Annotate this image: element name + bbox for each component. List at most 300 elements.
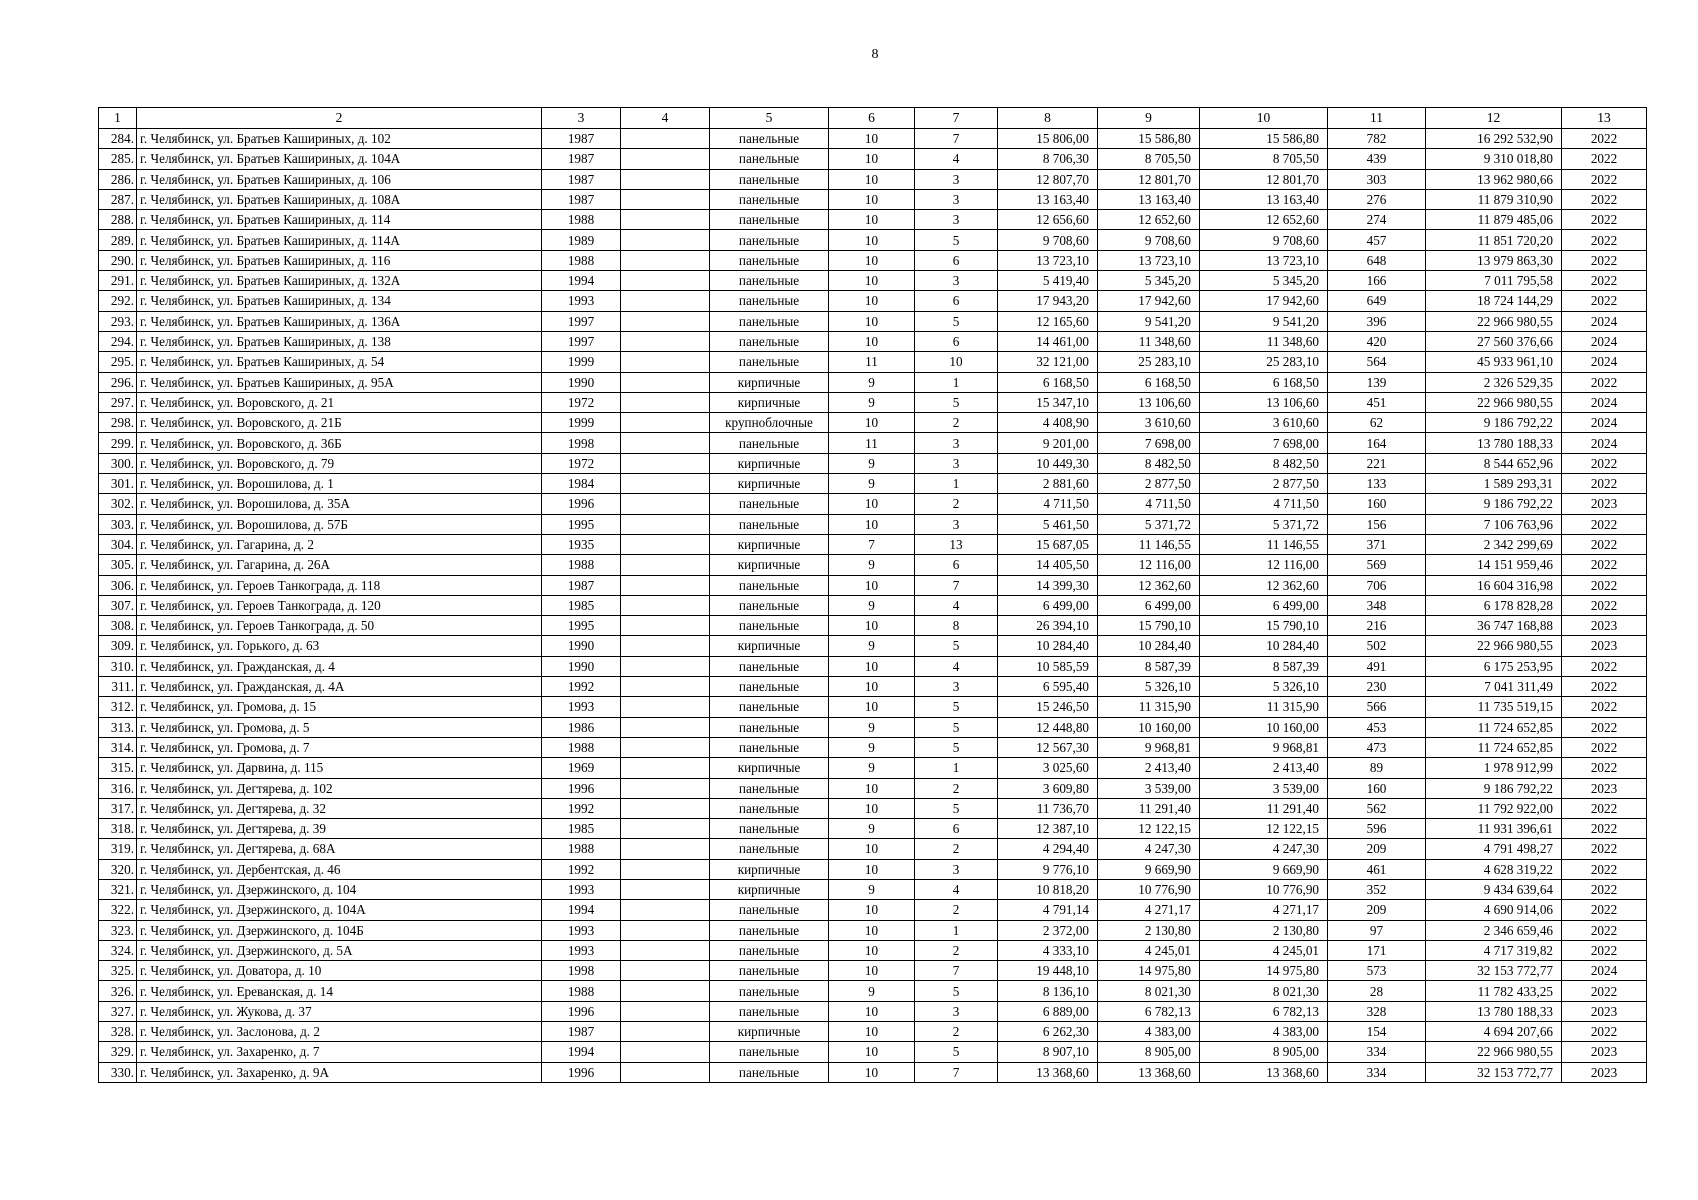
planned-year-cell: 2024 xyxy=(1562,392,1647,412)
planned-year-cell: 2022 xyxy=(1562,474,1647,494)
address-cell: г. Челябинск, ул. Дегтярева, д. 102 xyxy=(137,778,542,798)
year-cell: 1972 xyxy=(542,392,621,412)
row-number: 288. xyxy=(99,210,137,230)
wall-material-cell: кирпичные xyxy=(710,636,829,656)
address-cell: г. Челябинск, ул. Дзержинского, д. 104Б xyxy=(137,920,542,940)
column-header-9: 9 xyxy=(1098,108,1200,129)
residents-cell: 171 xyxy=(1328,940,1426,960)
column-header-7: 7 xyxy=(915,108,998,129)
floors-cell: 10 xyxy=(829,413,915,433)
address-cell: г. Челябинск, ул. Братьев Кашириных, д. 54 xyxy=(137,352,542,372)
floors-cell: 10 xyxy=(829,1022,915,1042)
table-row xyxy=(99,372,1647,392)
wall-material-cell: кирпичные xyxy=(710,555,829,575)
wall-material-cell: панельные xyxy=(710,595,829,615)
floors-cell: 10 xyxy=(829,189,915,209)
entrances-cell: 3 xyxy=(915,514,998,534)
floors-cell: 10 xyxy=(829,859,915,879)
total-area-cell: 15 687,05 xyxy=(998,534,1098,554)
area-col10-cell: 9 541,20 xyxy=(1200,311,1328,331)
area-col10-cell: 11 146,55 xyxy=(1200,534,1328,554)
residents-cell: 352 xyxy=(1328,879,1426,899)
col4-cell xyxy=(621,981,710,1001)
entrances-cell: 1 xyxy=(915,920,998,940)
year-cell: 1987 xyxy=(542,575,621,595)
wall-material-cell: панельные xyxy=(710,494,829,514)
column-header-3: 3 xyxy=(542,108,621,129)
column-number-row xyxy=(99,108,1647,129)
floors-cell: 11 xyxy=(829,352,915,372)
cost-cell: 7 041 311,49 xyxy=(1426,677,1562,697)
total-area-cell: 13 163,40 xyxy=(998,189,1098,209)
address-cell: г. Челябинск, ул. Гагарина, д. 26А xyxy=(137,555,542,575)
table-row xyxy=(99,1062,1647,1082)
entrances-cell: 2 xyxy=(915,494,998,514)
planned-year-cell: 2022 xyxy=(1562,149,1647,169)
col4-cell xyxy=(621,169,710,189)
column-header-4: 4 xyxy=(621,108,710,129)
residents-cell: 160 xyxy=(1328,778,1426,798)
planned-year-cell: 2022 xyxy=(1562,677,1647,697)
entrances-cell: 3 xyxy=(915,859,998,879)
area-col10-cell: 12 362,60 xyxy=(1200,575,1328,595)
residents-cell: 439 xyxy=(1328,149,1426,169)
total-area-cell: 14 405,50 xyxy=(998,555,1098,575)
area-col10-cell: 11 315,90 xyxy=(1200,697,1328,717)
planned-year-cell: 2022 xyxy=(1562,717,1647,737)
col4-cell xyxy=(621,819,710,839)
residents-cell: 164 xyxy=(1328,433,1426,453)
table-row xyxy=(99,758,1647,778)
area-col10-cell: 2 877,50 xyxy=(1200,474,1328,494)
row-number: 318. xyxy=(99,819,137,839)
floors-cell: 10 xyxy=(829,616,915,636)
planned-year-cell: 2022 xyxy=(1562,230,1647,250)
residents-cell: 209 xyxy=(1328,839,1426,859)
cost-cell: 11 724 652,85 xyxy=(1426,717,1562,737)
area-col10-cell: 4 711,50 xyxy=(1200,494,1328,514)
table-row xyxy=(99,819,1647,839)
col4-cell xyxy=(621,575,710,595)
wall-material-cell: панельные xyxy=(710,129,829,149)
residents-cell: 569 xyxy=(1328,555,1426,575)
row-number: 309. xyxy=(99,636,137,656)
area-col9-cell: 12 362,60 xyxy=(1098,575,1200,595)
total-area-cell: 9 708,60 xyxy=(998,230,1098,250)
wall-material-cell: крупноблочные xyxy=(710,413,829,433)
residents-cell: 420 xyxy=(1328,331,1426,351)
address-cell: г. Челябинск, ул. Горького, д. 63 xyxy=(137,636,542,656)
table-row xyxy=(99,474,1647,494)
total-area-cell: 5 419,40 xyxy=(998,271,1098,291)
address-cell: г. Челябинск, ул. Воровского, д. 36Б xyxy=(137,433,542,453)
col4-cell xyxy=(621,129,710,149)
year-cell: 1995 xyxy=(542,616,621,636)
year-cell: 1987 xyxy=(542,189,621,209)
table-row xyxy=(99,961,1647,981)
wall-material-cell: панельные xyxy=(710,717,829,737)
table-row xyxy=(99,514,1647,534)
area-col9-cell: 4 245,01 xyxy=(1098,940,1200,960)
area-col9-cell: 14 975,80 xyxy=(1098,961,1200,981)
residents-cell: 649 xyxy=(1328,291,1426,311)
planned-year-cell: 2022 xyxy=(1562,819,1647,839)
residents-cell: 221 xyxy=(1328,453,1426,473)
total-area-cell: 11 736,70 xyxy=(998,798,1098,818)
cost-cell: 13 780 188,33 xyxy=(1426,433,1562,453)
residents-cell: 216 xyxy=(1328,616,1426,636)
area-col9-cell: 3 610,60 xyxy=(1098,413,1200,433)
col4-cell xyxy=(621,555,710,575)
entrances-cell: 7 xyxy=(915,961,998,981)
address-cell: г. Челябинск, ул. Братьев Кашириных, д. 95А xyxy=(137,372,542,392)
planned-year-cell: 2022 xyxy=(1562,1022,1647,1042)
total-area-cell: 3 609,80 xyxy=(998,778,1098,798)
table-row xyxy=(99,149,1647,169)
entrances-cell: 3 xyxy=(915,453,998,473)
cost-cell: 11 792 922,00 xyxy=(1426,798,1562,818)
cost-cell: 11 879 485,06 xyxy=(1426,210,1562,230)
address-cell: г. Челябинск, ул. Громова, д. 15 xyxy=(137,697,542,717)
table-row xyxy=(99,210,1647,230)
area-col10-cell: 25 283,10 xyxy=(1200,352,1328,372)
table-row xyxy=(99,352,1647,372)
cost-cell: 9 434 639,64 xyxy=(1426,879,1562,899)
col4-cell xyxy=(621,474,710,494)
cost-cell: 32 153 772,77 xyxy=(1426,1062,1562,1082)
cost-cell: 22 966 980,55 xyxy=(1426,311,1562,331)
row-number: 300. xyxy=(99,453,137,473)
total-area-cell: 10 449,30 xyxy=(998,453,1098,473)
table-row xyxy=(99,697,1647,717)
planned-year-cell: 2022 xyxy=(1562,879,1647,899)
wall-material-cell: панельные xyxy=(710,514,829,534)
cost-cell: 27 560 376,66 xyxy=(1426,331,1562,351)
residents-cell: 564 xyxy=(1328,352,1426,372)
area-col9-cell: 5 326,10 xyxy=(1098,677,1200,697)
area-col9-cell: 4 271,17 xyxy=(1098,900,1200,920)
wall-material-cell: кирпичные xyxy=(710,453,829,473)
planned-year-cell: 2023 xyxy=(1562,494,1647,514)
cost-cell: 6 178 828,28 xyxy=(1426,595,1562,615)
floors-cell: 9 xyxy=(829,595,915,615)
row-number: 284. xyxy=(99,129,137,149)
entrances-cell: 5 xyxy=(915,737,998,757)
area-col9-cell: 10 776,90 xyxy=(1098,879,1200,899)
table-row xyxy=(99,271,1647,291)
address-cell: г. Челябинск, ул. Дзержинского, д. 5А xyxy=(137,940,542,960)
col4-cell xyxy=(621,758,710,778)
total-area-cell: 6 168,50 xyxy=(998,372,1098,392)
table-row xyxy=(99,575,1647,595)
cost-cell: 16 604 316,98 xyxy=(1426,575,1562,595)
floors-cell: 11 xyxy=(829,433,915,453)
residents-cell: 396 xyxy=(1328,311,1426,331)
planned-year-cell: 2022 xyxy=(1562,534,1647,554)
col4-cell xyxy=(621,616,710,636)
year-cell: 1992 xyxy=(542,798,621,818)
entrances-cell: 5 xyxy=(915,311,998,331)
table-row xyxy=(99,595,1647,615)
address-cell: г. Челябинск, ул. Гражданская, д. 4А xyxy=(137,677,542,697)
col4-cell xyxy=(621,717,710,737)
residents-cell: 154 xyxy=(1328,1022,1426,1042)
area-col10-cell: 8 705,50 xyxy=(1200,149,1328,169)
area-col9-cell: 11 315,90 xyxy=(1098,697,1200,717)
total-area-cell: 14 399,30 xyxy=(998,575,1098,595)
column-header-2: 2 xyxy=(137,108,542,129)
row-number: 320. xyxy=(99,859,137,879)
planned-year-cell: 2022 xyxy=(1562,737,1647,757)
cost-cell: 4 717 319,82 xyxy=(1426,940,1562,960)
residents-cell: 562 xyxy=(1328,798,1426,818)
row-number: 293. xyxy=(99,311,137,331)
table-row xyxy=(99,616,1647,636)
area-col10-cell: 8 482,50 xyxy=(1200,453,1328,473)
wall-material-cell: панельные xyxy=(710,1042,829,1062)
column-header-1: 1 xyxy=(99,108,137,129)
planned-year-cell: 2023 xyxy=(1562,1062,1647,1082)
area-col9-cell: 17 942,60 xyxy=(1098,291,1200,311)
wall-material-cell: панельные xyxy=(710,900,829,920)
cost-cell: 11 879 310,90 xyxy=(1426,189,1562,209)
col4-cell xyxy=(621,940,710,960)
row-number: 323. xyxy=(99,920,137,940)
row-number: 313. xyxy=(99,717,137,737)
col4-cell xyxy=(621,514,710,534)
planned-year-cell: 2022 xyxy=(1562,271,1647,291)
entrances-cell: 4 xyxy=(915,879,998,899)
residents-cell: 473 xyxy=(1328,737,1426,757)
table-row xyxy=(99,311,1647,331)
year-cell: 1969 xyxy=(542,758,621,778)
planned-year-cell: 2022 xyxy=(1562,697,1647,717)
entrances-cell: 6 xyxy=(915,331,998,351)
planned-year-cell: 2022 xyxy=(1562,758,1647,778)
residents-cell: 28 xyxy=(1328,981,1426,1001)
cost-cell: 9 310 018,80 xyxy=(1426,149,1562,169)
total-area-cell: 12 448,80 xyxy=(998,717,1098,737)
year-cell: 1992 xyxy=(542,859,621,879)
area-col10-cell: 9 669,90 xyxy=(1200,859,1328,879)
cost-cell: 36 747 168,88 xyxy=(1426,616,1562,636)
area-col9-cell: 11 146,55 xyxy=(1098,534,1200,554)
cost-cell: 11 735 519,15 xyxy=(1426,697,1562,717)
year-cell: 1990 xyxy=(542,636,621,656)
area-col10-cell: 5 345,20 xyxy=(1200,271,1328,291)
residents-cell: 348 xyxy=(1328,595,1426,615)
entrances-cell: 5 xyxy=(915,636,998,656)
table-row xyxy=(99,291,1647,311)
table-body xyxy=(99,108,1647,1083)
total-area-cell: 6 595,40 xyxy=(998,677,1098,697)
residents-cell: 706 xyxy=(1328,575,1426,595)
cost-cell: 6 175 253,95 xyxy=(1426,656,1562,676)
row-number: 312. xyxy=(99,697,137,717)
cost-cell: 16 292 532,90 xyxy=(1426,129,1562,149)
row-number: 302. xyxy=(99,494,137,514)
address-cell: г. Челябинск, ул. Героев Танкограда, д. 50 xyxy=(137,616,542,636)
wall-material-cell: панельные xyxy=(710,737,829,757)
row-number: 296. xyxy=(99,372,137,392)
year-cell: 1993 xyxy=(542,879,621,899)
wall-material-cell: панельные xyxy=(710,1062,829,1082)
area-col9-cell: 13 723,10 xyxy=(1098,250,1200,270)
row-number: 316. xyxy=(99,778,137,798)
area-col9-cell: 11 348,60 xyxy=(1098,331,1200,351)
area-col10-cell: 5 326,10 xyxy=(1200,677,1328,697)
area-col10-cell: 9 708,60 xyxy=(1200,230,1328,250)
total-area-cell: 4 711,50 xyxy=(998,494,1098,514)
row-number: 301. xyxy=(99,474,137,494)
year-cell: 1988 xyxy=(542,839,621,859)
entrances-cell: 2 xyxy=(915,778,998,798)
year-cell: 1994 xyxy=(542,900,621,920)
row-number: 330. xyxy=(99,1062,137,1082)
year-cell: 1996 xyxy=(542,778,621,798)
floors-cell: 9 xyxy=(829,879,915,899)
total-area-cell: 6 889,00 xyxy=(998,1001,1098,1021)
floors-cell: 10 xyxy=(829,210,915,230)
total-area-cell: 15 347,10 xyxy=(998,392,1098,412)
cost-cell: 1 589 293,31 xyxy=(1426,474,1562,494)
address-cell: г. Челябинск, ул. Братьев Кашириных, д. 134 xyxy=(137,291,542,311)
year-cell: 1988 xyxy=(542,210,621,230)
year-cell: 1992 xyxy=(542,677,621,697)
entrances-cell: 5 xyxy=(915,1042,998,1062)
wall-material-cell: панельные xyxy=(710,656,829,676)
planned-year-cell: 2022 xyxy=(1562,981,1647,1001)
entrances-cell: 2 xyxy=(915,413,998,433)
floors-cell: 10 xyxy=(829,311,915,331)
total-area-cell: 12 807,70 xyxy=(998,169,1098,189)
year-cell: 1994 xyxy=(542,271,621,291)
total-area-cell: 12 567,30 xyxy=(998,737,1098,757)
col4-cell xyxy=(621,271,710,291)
wall-material-cell: панельные xyxy=(710,961,829,981)
address-cell: г. Челябинск, ул. Братьев Кашириных, д. 114А xyxy=(137,230,542,250)
residents-cell: 62 xyxy=(1328,413,1426,433)
area-col9-cell: 4 711,50 xyxy=(1098,494,1200,514)
address-cell: г. Челябинск, ул. Жукова, д. 37 xyxy=(137,1001,542,1021)
planned-year-cell: 2022 xyxy=(1562,189,1647,209)
cost-cell: 13 979 863,30 xyxy=(1426,250,1562,270)
wall-material-cell: панельные xyxy=(710,981,829,1001)
row-number: 319. xyxy=(99,839,137,859)
year-cell: 1999 xyxy=(542,413,621,433)
wall-material-cell: панельные xyxy=(710,920,829,940)
table-row xyxy=(99,494,1647,514)
planned-year-cell: 2022 xyxy=(1562,940,1647,960)
cost-cell: 45 933 961,10 xyxy=(1426,352,1562,372)
wall-material-cell: кирпичные xyxy=(710,758,829,778)
address-cell: г. Челябинск, ул. Дербентская, д. 46 xyxy=(137,859,542,879)
year-cell: 1997 xyxy=(542,311,621,331)
row-number: 325. xyxy=(99,961,137,981)
table-row xyxy=(99,129,1647,149)
cost-cell: 4 791 498,27 xyxy=(1426,839,1562,859)
col4-cell xyxy=(621,230,710,250)
area-col9-cell: 9 669,90 xyxy=(1098,859,1200,879)
area-col10-cell: 15 790,10 xyxy=(1200,616,1328,636)
total-area-cell: 15 246,50 xyxy=(998,697,1098,717)
table-row xyxy=(99,1001,1647,1021)
table-row xyxy=(99,798,1647,818)
row-number: 314. xyxy=(99,737,137,757)
cost-cell: 14 151 959,46 xyxy=(1426,555,1562,575)
wall-material-cell: панельные xyxy=(710,433,829,453)
entrances-cell: 4 xyxy=(915,656,998,676)
residents-cell: 139 xyxy=(1328,372,1426,392)
total-area-cell: 8 706,30 xyxy=(998,149,1098,169)
floors-cell: 10 xyxy=(829,149,915,169)
total-area-cell: 15 806,00 xyxy=(998,129,1098,149)
col4-cell xyxy=(621,210,710,230)
cost-cell: 22 966 980,55 xyxy=(1426,1042,1562,1062)
row-number: 317. xyxy=(99,798,137,818)
area-col10-cell: 12 652,60 xyxy=(1200,210,1328,230)
table-row xyxy=(99,534,1647,554)
year-cell: 1985 xyxy=(542,819,621,839)
wall-material-cell: кирпичные xyxy=(710,392,829,412)
address-cell: г. Челябинск, ул. Дзержинского, д. 104А xyxy=(137,900,542,920)
total-area-cell: 12 165,60 xyxy=(998,311,1098,331)
planned-year-cell: 2022 xyxy=(1562,595,1647,615)
area-col9-cell: 3 539,00 xyxy=(1098,778,1200,798)
area-col9-cell: 25 283,10 xyxy=(1098,352,1200,372)
planned-year-cell: 2022 xyxy=(1562,453,1647,473)
col4-cell xyxy=(621,839,710,859)
wall-material-cell: панельные xyxy=(710,677,829,697)
entrances-cell: 7 xyxy=(915,575,998,595)
cost-cell: 13 780 188,33 xyxy=(1426,1001,1562,1021)
entrances-cell: 8 xyxy=(915,616,998,636)
floors-cell: 10 xyxy=(829,900,915,920)
row-number: 327. xyxy=(99,1001,137,1021)
floors-cell: 9 xyxy=(829,392,915,412)
wall-material-cell: панельные xyxy=(710,940,829,960)
column-header-13: 13 xyxy=(1562,108,1647,129)
planned-year-cell: 2022 xyxy=(1562,656,1647,676)
table-row xyxy=(99,453,1647,473)
cost-cell: 22 966 980,55 xyxy=(1426,636,1562,656)
area-col9-cell: 9 541,20 xyxy=(1098,311,1200,331)
wall-material-cell: панельные xyxy=(710,839,829,859)
entrances-cell: 3 xyxy=(915,433,998,453)
address-cell: г. Челябинск, ул. Ереванская, д. 14 xyxy=(137,981,542,1001)
area-col9-cell: 5 345,20 xyxy=(1098,271,1200,291)
area-col10-cell: 13 723,10 xyxy=(1200,250,1328,270)
cost-cell: 9 186 792,22 xyxy=(1426,494,1562,514)
planned-year-cell: 2024 xyxy=(1562,352,1647,372)
table-row xyxy=(99,413,1647,433)
residents-cell: 596 xyxy=(1328,819,1426,839)
area-col9-cell: 8 587,39 xyxy=(1098,656,1200,676)
entrances-cell: 5 xyxy=(915,697,998,717)
residents-cell: 156 xyxy=(1328,514,1426,534)
table-row xyxy=(99,677,1647,697)
area-col10-cell: 7 698,00 xyxy=(1200,433,1328,453)
entrances-cell: 3 xyxy=(915,1001,998,1021)
row-number: 285. xyxy=(99,149,137,169)
cost-cell: 7 106 763,96 xyxy=(1426,514,1562,534)
total-area-cell: 2 372,00 xyxy=(998,920,1098,940)
entrances-cell: 6 xyxy=(915,250,998,270)
entrances-cell: 6 xyxy=(915,819,998,839)
entrances-cell: 1 xyxy=(915,474,998,494)
area-col9-cell: 10 160,00 xyxy=(1098,717,1200,737)
table-row xyxy=(99,879,1647,899)
